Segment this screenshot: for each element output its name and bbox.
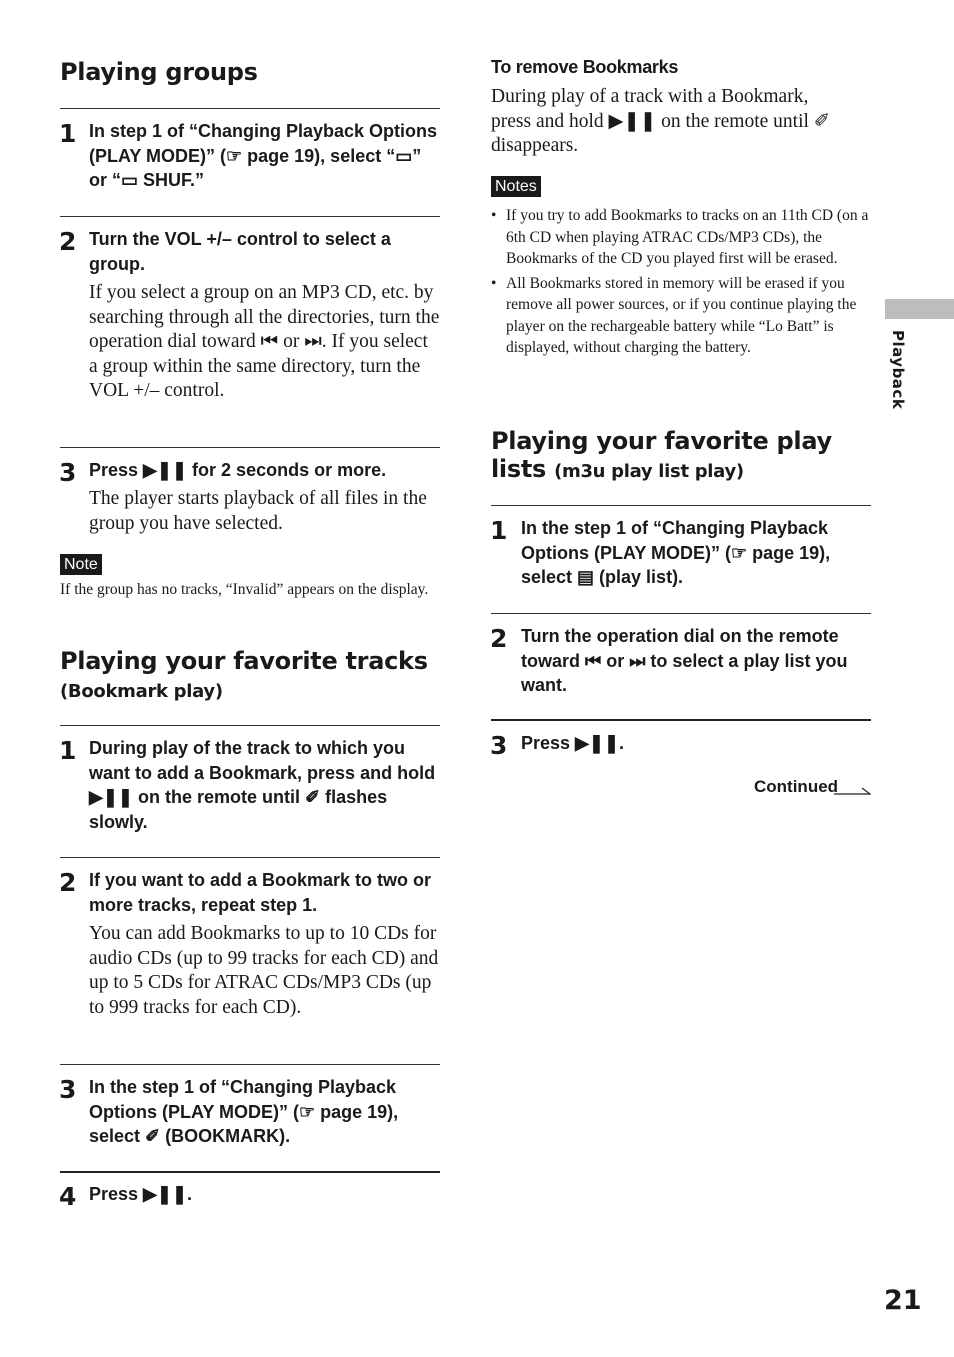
step-number: 3 <box>490 731 508 760</box>
step-instruction: Press ▶❚❚ for 2 seconds or more. <box>89 460 387 480</box>
step-instruction: In step 1 of “Changing Playback Options (PLAY MODE)” (☞ page 19), select “▭” or “▭ SHUF.” <box>89 121 438 191</box>
section-title-favorite-play-lists <box>491 427 871 486</box>
step-number: 1 <box>490 516 508 545</box>
divider <box>60 1064 440 1065</box>
step-description: The player starts playback of all files in the group you have selected. <box>89 488 427 534</box>
step-instruction: If you want to add a Bookmark to two or more tracks, repeat step 1. <box>89 870 432 915</box>
step-number: 3 <box>59 458 77 487</box>
step-instruction: Press ▶❚❚. <box>89 1184 193 1204</box>
notes-label: Notes <box>491 176 541 197</box>
note-item: • If you try to add Bookmarks to tracks on an 11th CD (on a 6th CD when playing ATRAC CDs/MP3 CDs), the Bookmarks of the CD you played first will be erased. <box>491 205 871 270</box>
section-title-text: Playing your favorite tracks <box>60 647 428 675</box>
step-number: 3 <box>59 1075 77 1104</box>
section-title-playing-groups: Playing groups <box>60 58 258 86</box>
step-description: You can add Bookmarks to up to 10 CDs for audio CDs (up to 99 tracks for each CD) and up to 5 CDs for ATRAC CDs/MP3 CDs (up to 999 tracks for each CD). <box>89 923 439 1018</box>
step-instruction: In the step 1 of “Changing Playback Options (PLAY MODE)” (☞ page 19), select ✐ (BOOKMARK). <box>89 1077 399 1147</box>
notes-list <box>491 205 871 359</box>
note-label: Note <box>60 554 102 575</box>
step-instruction: Press ▶❚❚. <box>521 733 625 753</box>
divider <box>60 447 440 448</box>
step-number: 1 <box>59 736 77 765</box>
page-number: 21 <box>884 1285 922 1316</box>
divider <box>60 1171 440 1173</box>
section-tab-label: Playback <box>889 330 907 410</box>
note-item: • All Bookmarks stored in memory will be erased if you remove all power sources, or if you continue playing the player on the rechargeable battery while “Lo Batt” is displayed, without charging the battery. <box>491 273 871 359</box>
step-instruction: In the step 1 of “Changing Playback Options (PLAY MODE)” (☞ page 19), select ▤ (play list). <box>521 518 831 588</box>
step-number: 1 <box>59 119 77 148</box>
divider <box>60 857 440 858</box>
section-title-favorite-tracks <box>60 647 440 706</box>
step-description: If you select a group on an MP3 CD, etc. by searching through all the directories, turn the operation dial toward ⏮ or ⏭. If you select a group within the same directory, turn the VOL +/– control. <box>89 282 440 402</box>
divider <box>491 505 871 506</box>
divider <box>60 216 440 217</box>
divider <box>60 108 440 109</box>
subheading-remove-bookmarks: To remove Bookmarks <box>491 57 679 77</box>
note-text: If the group has no tracks, “Invalid” appears on the display. <box>60 581 429 598</box>
divider <box>491 613 871 614</box>
step-number: 4 <box>59 1182 77 1211</box>
continued-label: Continued <box>754 777 839 796</box>
step-instruction: Turn the operation dial on the remote toward ⏮ or ⏭ to select a play list you want. <box>521 626 848 696</box>
remove-bookmarks-text: During play of a track with a Bookmark, press and hold ▶❚❚ on the remote until ✐ disappears. <box>491 86 831 157</box>
step-number: 2 <box>59 227 77 256</box>
section-subtitle: (Bookmark play) <box>60 681 223 702</box>
step-instruction: During play of the track to which you want to add a Bookmark, press and hold ▶❚❚ on the remote until ✐ flashes slowly. <box>89 738 436 832</box>
divider <box>491 719 871 721</box>
step-instruction: Turn the VOL +/– control to select a group. <box>89 229 391 274</box>
divider <box>60 725 440 726</box>
section-title-text: Playing your favorite play lists <box>491 427 832 483</box>
continued-arrow-icon <box>834 787 871 795</box>
step-number: 2 <box>490 624 508 653</box>
section-subtitle: (m3u play list play) <box>554 461 744 482</box>
step-number: 2 <box>59 868 77 897</box>
section-tab-marker <box>885 299 954 319</box>
